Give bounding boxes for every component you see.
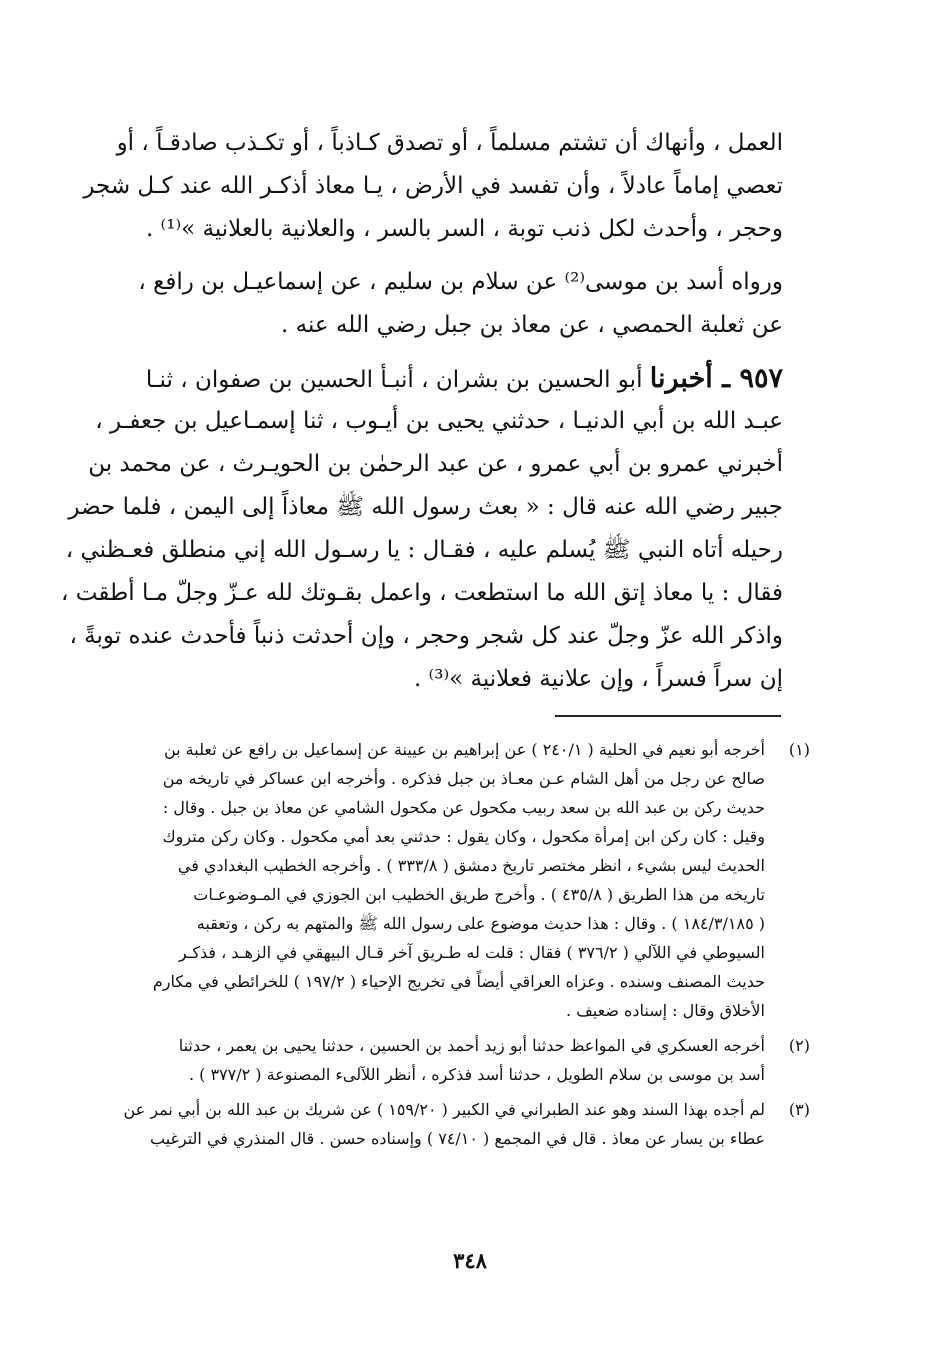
text-line: فقال : يا معاذ إتق الله ما استطعت ، واعمل بقـوتك لله عـزّ وجلّ مـا أطقت ، xyxy=(61,580,783,606)
text-line: أخبرني عمرو بن أبي عمرو ، عن عبد الرحمٰن بن الحويـرث ، عن محمد بن xyxy=(88,451,783,477)
main-text xyxy=(61,122,783,701)
text-line: العمل ، وأنهاك أن تشتم مسلماً ، أو تصدق كـاذباً ، أو تكـذب صادقـاً ، أو xyxy=(116,130,783,156)
footnote-2 xyxy=(130,1031,810,1089)
footnote-line: حديث ركن بن عبد الله بن سعد ربيب مكحول عن مكحول الشامي عن معاذ بن جبل . وقال : xyxy=(162,798,765,817)
hadith-first-line xyxy=(145,357,783,400)
text-line: عن ثعلبة الحمصي ، عن معاذ بن جبل رضي الله عنه . xyxy=(281,312,783,338)
hadith-lead-word: أخبرنا xyxy=(649,363,713,394)
hadith-number: ٩٥٧ xyxy=(739,363,783,394)
footnote-line: وقيل : كان ركن ابن إمرأة مكحول ، وكان يقول : حدثني بعد أمي مكحول . وكان ركن متروك xyxy=(162,827,765,846)
footnote-line: أسد بن موسى بن سلام الطويل ، حدثنا أسد فذكره ، أنظر اللآلىء المصنوعة ( ٣٧٧/٢ ) . xyxy=(188,1065,765,1084)
hadith-first-line-text: أبو الحسين بن بشران ، أنبـأ الحسين بن صفوان ، ثنـا xyxy=(145,367,650,393)
footnote-line: لم أجده بهذا السند وهو عند الطبراني في الكبير ( ١٥٩/٢٠ ) عن شريك بن عبد الله بن أبي نمر عن xyxy=(123,1100,765,1119)
text-line: واذكر الله عزّ وجلّ عند كل شجر وحجر ، وإن أحدثت ذنباً فأحدث عنده توبةً ، xyxy=(69,623,783,649)
text-line: ورواه أسد بن موسى⁽²⁾ عن سلام بن سليم ، عن إسماعيـل بن رافع ، xyxy=(138,269,783,295)
footnote-marker: (٢) xyxy=(788,1036,810,1055)
text-line: إن سراً فسراً ، وإن علانية فعلانية »⁽³⁾ . xyxy=(413,666,783,692)
footnote-line: الحديث ليس بشيء ، انظر مختصر تاريخ دمشق ( ٣٣٣/٨ ) . وأخرجه الخطيب البغدادي في xyxy=(177,856,765,875)
footnote-3 xyxy=(123,1095,810,1153)
footnote-line: ( ١٨٤/٣/١٨٥ ) . وقال : هذا حديث موضوع على رسول الله ﷺ والمتهم به ركن ، وتعقبه xyxy=(196,914,765,933)
footnote-line: أخرجه العسكري في المواعظ حدثنا أبو زيد أحمد بن الحسين ، حدثنا يحيى بن يعمر ، حدثنا xyxy=(178,1036,765,1055)
text-line: رحيله أتاه النبي ﷺ يُسلم عليه ، فقـال : يا رسـول الله إني منطلق فعـظني ، xyxy=(65,537,783,563)
footnote-line: الأخلاق وقال : إسناده ضعيف . xyxy=(566,1001,765,1020)
text-line: عبـد الله بن أبي الدنيـا ، حدثني يحيى بن أيـوب ، ثنا إسمـاعيل بن جعفـر ، xyxy=(95,408,783,434)
footnote-line: عطاء بن يسار عن معاذ . قال في المجمع ( ٧٤/١٠ ) وإسناده حسن . قال المنذري في الترغيب xyxy=(149,1129,765,1148)
footnote-line: صالح عن رجل من أهل الشام عـن معـاذ بن جبل فذكره . وأخرجه ابن عساكر في تاريخه من xyxy=(162,769,765,788)
text-line: وحجر ، وأحدث لكل ذنب توبة ، السر بالسر ، والعلانية بالعلانية »⁽¹⁾ . xyxy=(145,216,783,242)
hadith-separator: ـ xyxy=(712,363,740,394)
footnote-divider xyxy=(555,715,781,717)
page-number: ٣٤٨ xyxy=(453,1248,487,1273)
footnote-line: أخرجه أبو نعيم في الحلية ( ٢٤٠/١ ) عن إبراهيم بن عيينة عن إسماعيل بن رافع عن ثعلبة بن xyxy=(163,740,765,759)
footnotes xyxy=(123,735,810,1159)
paragraph-1 xyxy=(83,122,783,251)
footnote-line: تاريخه من هذا الطريق ( ٤٣٥/٨ ) . وأخرج طريق الخطيب ابن الجوزي في المـوضوعـات xyxy=(193,885,765,904)
footnote-line: السيوطي في اللآلي ( ٣٧٦/٢ ) فقال : قلت له طـريق آخر قـال البيهقي في الزهـد ، فذكـر xyxy=(178,943,765,962)
footnote-marker: (١) xyxy=(788,740,810,759)
text-line: تعصي إماماً عادلاً ، وأن تفسد في الأرض ، يـا معاذ أذكـر الله عند كـل شجر xyxy=(83,173,783,199)
text-line: جبير رضي الله عنه قال : « بعث رسول الله ﷺ معاذاً إلى اليمن ، فلما حضر xyxy=(68,494,783,520)
paragraph-2 xyxy=(138,261,783,347)
footnote-1 xyxy=(130,735,810,1025)
hadith-957 xyxy=(61,357,783,701)
footnote-marker: (٣) xyxy=(788,1100,810,1119)
footnote-line: حديث المصنف وسنده . وعزاه العراقي أيضاً في تخريج الإحياء ( ١٩٧/٢ ) للخرائطي في مكارم xyxy=(152,972,765,991)
